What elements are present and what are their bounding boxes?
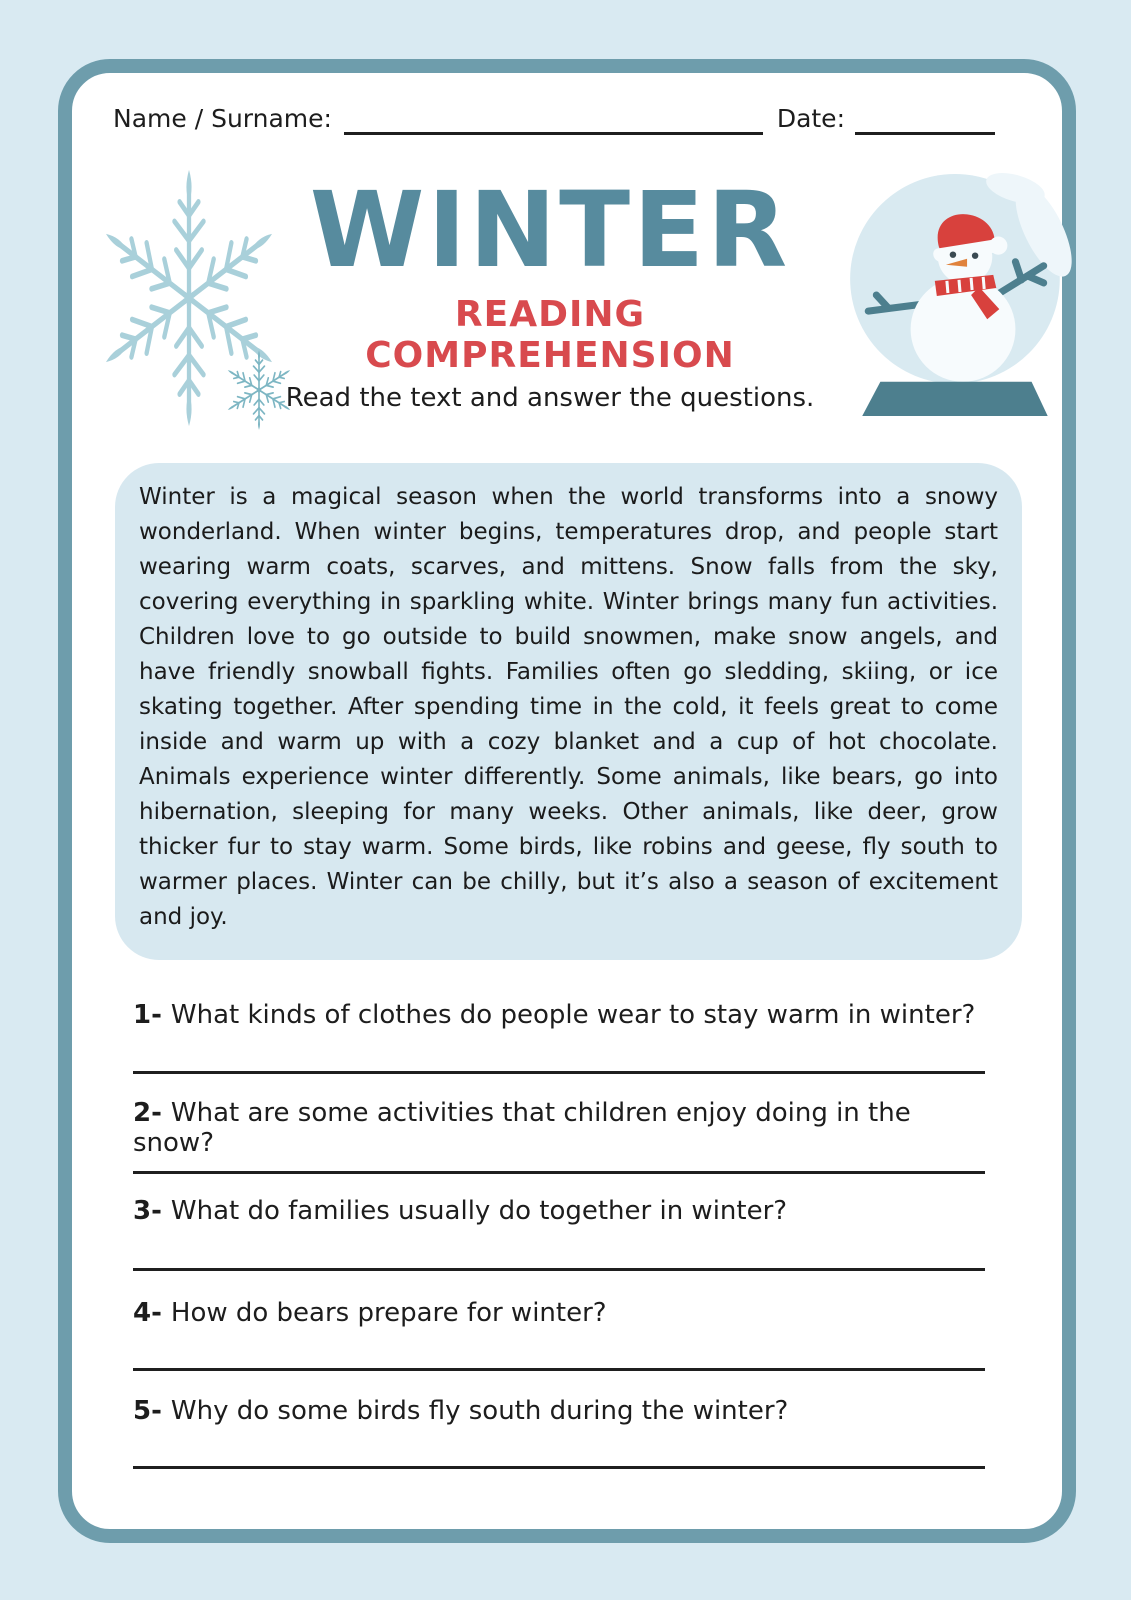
question-text: Why do some birds fly south during the winter?	[170, 1396, 789, 1426]
question-5	[133, 1396, 985, 1426]
question-3	[133, 1196, 985, 1226]
instruction-text: Read the text and answer the questions.	[285, 383, 815, 413]
question-text: What are some activities that children enjoy doing in the snow?	[133, 1098, 911, 1158]
page-subtitle: READING COMPREHENSION	[365, 294, 735, 376]
question-text: What kinds of clothes do people wear to stay warm in winter?	[170, 1000, 976, 1030]
question-text: What do families usually do together in winter?	[170, 1196, 788, 1226]
question-number: 1-	[133, 1000, 162, 1030]
name-label: Name / Surname:	[113, 104, 332, 133]
name-blank-line[interactable]	[344, 106, 763, 135]
date-label: Date:	[776, 104, 845, 133]
question-number: 4-	[133, 1298, 162, 1328]
answer-line-3[interactable]	[133, 1268, 985, 1271]
question-number: 3-	[133, 1196, 162, 1226]
answer-line-2[interactable]	[133, 1171, 985, 1174]
answer-line-4[interactable]	[133, 1368, 985, 1371]
page-title: WINTER	[309, 169, 791, 291]
question-number: 2-	[133, 1098, 162, 1128]
question-text: How do bears prepare for winter?	[170, 1298, 607, 1328]
question-4	[133, 1298, 985, 1328]
question-number: 5-	[133, 1396, 162, 1426]
snowman-snow-globe-icon	[846, 168, 1074, 420]
answer-line-5[interactable]	[133, 1466, 985, 1469]
name-date-row	[113, 104, 995, 135]
date-blank-line[interactable]	[855, 106, 995, 135]
answer-line-1[interactable]	[133, 1071, 985, 1074]
question-2	[133, 1098, 985, 1158]
title-block	[270, 169, 830, 376]
question-1	[133, 1000, 985, 1030]
reading-passage: Winter is a magical season when the world transforms into a snowy wonderland. When winter begins, temperatures drop, and people start wearing warm coats, scarves, and mittens. Snow falls from the sky, covering everything in sparkling white. Winter brings many fun activities. Children love to go outside to build snowmen, make snow angels, and have friendly snowball fights. Families often go sledding, skiing, or ice skating together. After spending time in the cold, it feels great to come inside and warm up with a cozy blanket and a cup of hot chocolate. Animals experience winter differently. Some animals, like bears, go into hibernation, sleeping for many weeks. Other animals, like deer, grow thicker fur to stay warm. Some birds, like robins and geese, fly south to warmer places. Winter can be chilly, but it’s also a season of excitement and joy.	[115, 463, 1022, 960]
